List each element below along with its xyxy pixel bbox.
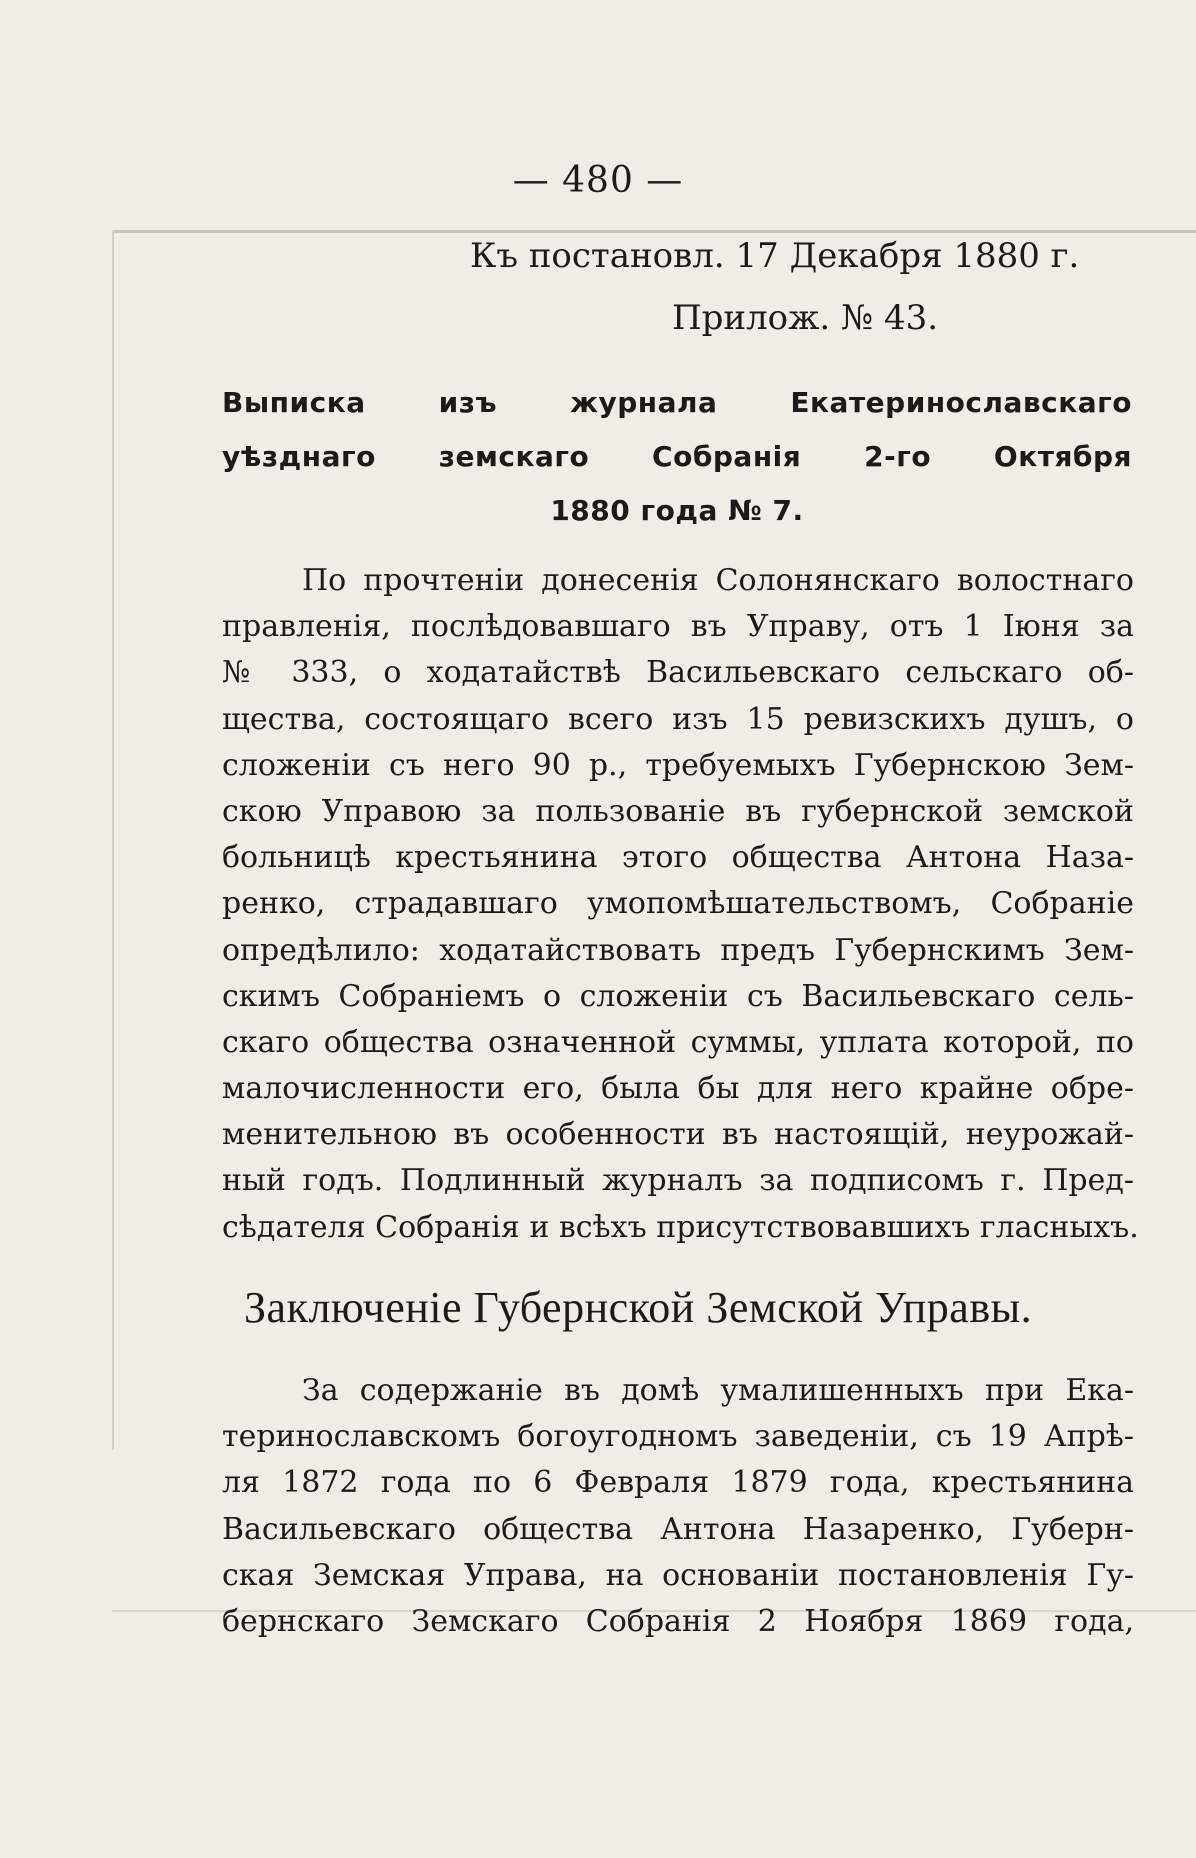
- text-line: сложеніи съ него 90 р., требуемыхъ Губернскою Зем-: [222, 747, 1134, 783]
- text-line: правленія, послѣдовавшаго въ Управу, отъ 1 Іюня за: [222, 609, 1134, 645]
- text-line: опредѣлило: ходатайствовать предъ Губернскимъ Зем-: [222, 932, 1134, 968]
- text-line: ля 1872 года по 6 Февраля 1879 года, крестьянина: [222, 1465, 1134, 1501]
- heading-line: Выписка изъ журнала Екатеринославскаго: [222, 386, 1132, 419]
- extract-heading: [222, 376, 1132, 538]
- text-line: бернскаго Земскаго Собранія 2 Ноября 1869 года,: [222, 1603, 1134, 1639]
- resolution-reference: Къ постановл. 17 Декабря 1880 г.: [470, 236, 1080, 276]
- frame-top-rule: [112, 230, 1196, 233]
- page-number: — 480 —: [512, 160, 684, 201]
- text-line: За содержаніе въ домѣ умалишенныхъ при Ека-: [302, 1373, 1134, 1408]
- text-line: больницѣ крестьянина этого общества Антона Наза-: [222, 840, 1134, 876]
- text-line: сѣдателя Собранія и всѣхъ присутствовавшихъ гласныхъ.: [222, 1209, 1139, 1245]
- text-line: Васильевскаго общества Антона Назаренко, Губерн-: [222, 1511, 1134, 1547]
- text-line: ская Земская Управа, на основаніи постановленія Гу-: [222, 1557, 1134, 1593]
- text-line: щества, состоящаго всего изъ 15 ревизскихъ душъ, о: [222, 701, 1134, 737]
- conclusion-heading: Заключеніе Губернской Земской Управы.: [244, 1283, 1033, 1332]
- heading-line: уѣзднаго земскаго Собранія 2-го Октября: [222, 440, 1132, 473]
- paragraph-zemstvo-resolution: [222, 558, 1139, 1251]
- frame-left-rule: [112, 230, 114, 1450]
- text-line: менительною въ особенности въ настоящій, неурожай-: [222, 1117, 1134, 1153]
- paragraph-conclusion: [222, 1368, 1134, 1645]
- heading-line: 1880 года № 7.: [550, 494, 804, 527]
- text-line: ренко, страдавшаго умопомѣшательствомъ, Собраніе: [222, 886, 1134, 922]
- text-line: теринославскомъ богоугодномъ заведеніи, съ 19 Апрѣ-: [222, 1419, 1134, 1455]
- text-line: № 333, о ходатайствѣ Васильевскаго сельскаго об-: [222, 655, 1134, 691]
- appendix-number: Прилож. № 43.: [672, 298, 939, 338]
- text-line: скою Управою за пользованіе въ губернской земской: [222, 793, 1134, 829]
- text-line: скаго общества означенной суммы, уплата которой, по: [222, 1024, 1134, 1060]
- text-line: малочисленности его, была бы для него крайне обре-: [222, 1071, 1134, 1107]
- text-line: По прочтеніи донесенія Солонянскаго волостнаго: [302, 563, 1134, 598]
- text-line: скимъ Собраніемъ о сложеніи съ Васильевскаго сель-: [222, 978, 1134, 1014]
- text-line: ный годъ. Подлинный журналъ за подписомъ г. Пред-: [222, 1163, 1134, 1199]
